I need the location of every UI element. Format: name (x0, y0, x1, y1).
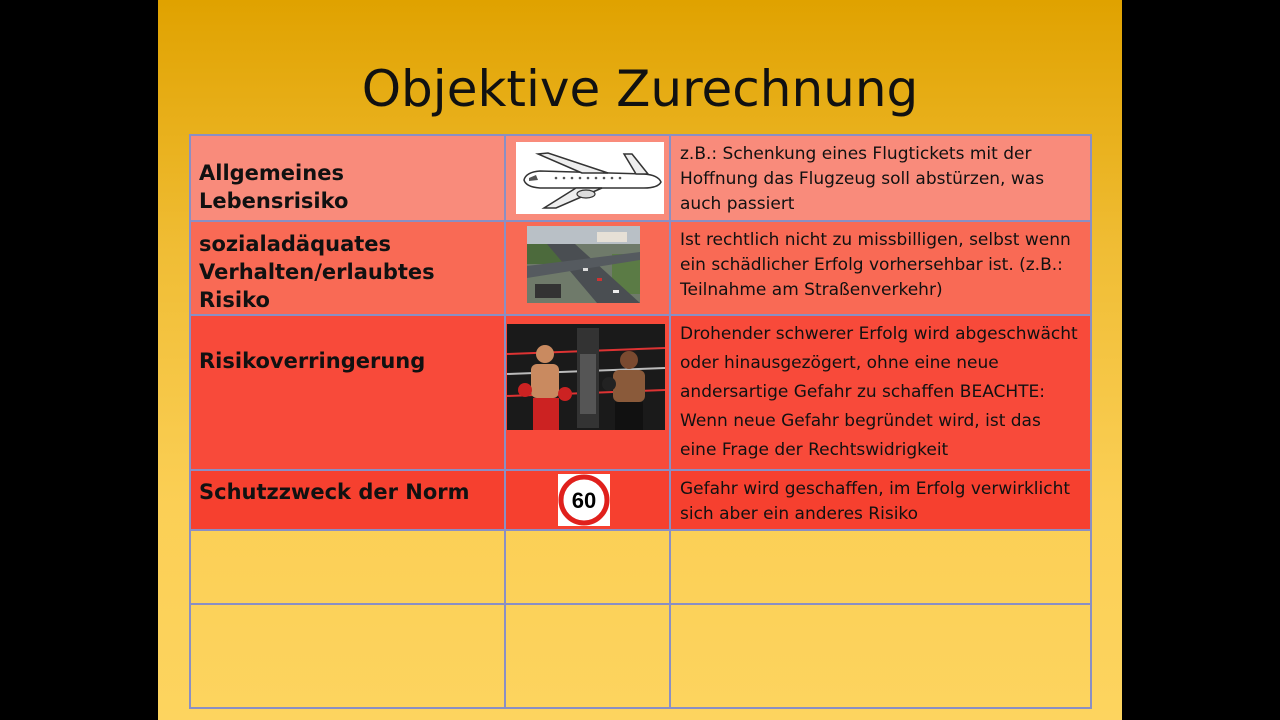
airplane-image (516, 142, 664, 214)
content-table (189, 134, 1092, 709)
row-label: sozialadäquates Verhalten/erlaubtes Risiko (199, 232, 435, 312)
table-row (190, 470, 1091, 530)
speed-limit-sign (558, 474, 610, 526)
row-description: Drohender schwerer Erfolg wird abgeschwächt oder hinausgezögert, ohne eine neue andersartige Gefahr zu schaffen BEACHTE: Wenn neue Gefahr begründet wird, ist das eine Frage der Rechtswidrigkeit (680, 324, 1078, 460)
row-label: Risikoverringerung (199, 349, 426, 373)
boxing-image (507, 324, 665, 430)
slide (158, 0, 1122, 720)
row-description: Ist rechtlich nicht zu missbilligen, selbst wenn ein schädlicher Erfolg vorhersehbar ist. (z.B.: Teilnahme am Straßenverkehr) (680, 230, 1071, 300)
row-description: Gefahr wird geschaffen, im Erfolg verwirklicht sich aber ein anderes Risiko (680, 479, 1071, 524)
table-row (190, 315, 1091, 470)
table-row (190, 530, 1091, 604)
row-label: Allgemeines Lebensrisiko (199, 161, 349, 213)
row-description: z.B.: Schenkung eines Flugtickets mit der Hoffnung das Flugzeug soll abstürzen, was auch passiert (680, 144, 1045, 214)
street-traffic-image (527, 226, 640, 303)
slide-title: Objektive Zurechnung (361, 60, 919, 118)
table-row (190, 135, 1091, 221)
speed-limit-value: 60 (571, 488, 597, 513)
row-label: Schutzzweck der Norm (199, 480, 470, 504)
table-row (190, 221, 1091, 315)
table-row (190, 604, 1091, 708)
